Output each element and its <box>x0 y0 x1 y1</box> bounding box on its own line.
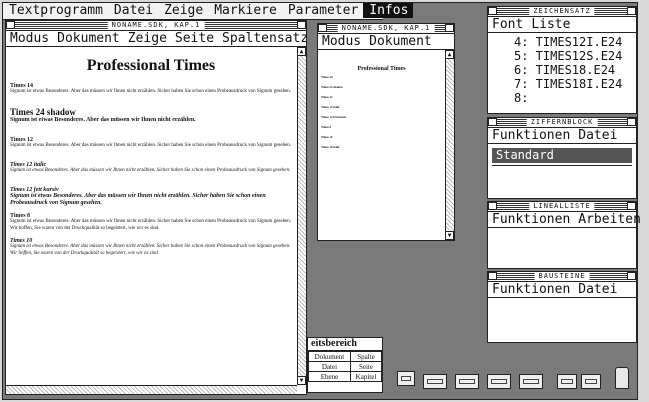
ziffernblock-window <box>487 117 637 199</box>
close-icon[interactable] <box>488 272 497 280</box>
preview-vertical-scrollbar[interactable] <box>445 50 454 240</box>
bausteine-window <box>487 271 637 343</box>
close-icon[interactable] <box>6 21 15 29</box>
font-list-item[interactable]: 7: TIMES18I.E24 <box>514 77 623 91</box>
menu-dokument[interactable]: Dokument <box>57 31 120 46</box>
font-list-item[interactable]: 8: <box>514 91 529 105</box>
linealliste-title: LINEALLISTE <box>529 202 594 211</box>
menu-zeige[interactable]: Zeige <box>127 31 167 46</box>
maximize-icon[interactable] <box>627 272 636 280</box>
zeichensatz-titlebar[interactable] <box>488 7 636 17</box>
desktop-document-icon[interactable] <box>397 371 415 386</box>
zeichensatz-title: ZEICHENSATZ <box>529 7 594 16</box>
preview-paragraph: Times 24 shadow <box>321 85 343 89</box>
main-document-window <box>5 20 307 395</box>
maximize-icon[interactable] <box>445 24 454 32</box>
linealliste-menu <box>488 212 641 228</box>
ziffernblock-title: ZIFFERNBLOCK <box>527 118 598 127</box>
preview-window-title: NONAME.SDK, KAP.1 <box>338 24 435 33</box>
paragraph-label: Times 12 fett kursiv <box>10 187 59 193</box>
cell-seite[interactable]: Seite <box>350 362 381 372</box>
desktop-grid-icon[interactable] <box>581 374 601 389</box>
main-window-title: NONAME.SDK, KAP.1 <box>108 21 205 30</box>
preview-paragraph: Times 14 <box>321 75 333 79</box>
menu-parameter[interactable]: Parameter <box>287 3 359 18</box>
menu-datei[interactable]: Datei <box>578 128 618 143</box>
font-list-item[interactable]: 6: TIMES18.E24 <box>514 63 616 77</box>
main-vertical-scrollbar[interactable] <box>297 47 306 385</box>
menu-infos[interactable]: Infos <box>363 3 413 18</box>
menu-bar <box>3 3 409 20</box>
menu-arbeiten[interactable]: Arbeiten <box>578 212 641 227</box>
maximize-icon[interactable] <box>297 21 306 29</box>
cell-datei[interactable]: Datei <box>309 362 351 372</box>
preview-paragraph: Times 12 <box>321 95 333 99</box>
document-page[interactable] <box>10 47 292 382</box>
zeichensatz-window <box>487 6 637 114</box>
menu-spaltensatz[interactable]: Spaltensatz <box>222 31 309 46</box>
ziffernblock-list-area[interactable] <box>492 165 632 192</box>
menu-zeige[interactable]: Zeige <box>164 3 204 18</box>
paragraph-text: Signum ist etwas Besonderes. Aber das müssen wir Ihnen nicht erzählen. Sicher haben Sie schon einen Probeausdruck von Signum gesehen. <box>10 168 291 173</box>
cell-dokument[interactable]: Dokument <box>309 352 351 362</box>
scroll-up-icon[interactable]: ▲ <box>445 50 454 59</box>
menu-funktionen[interactable]: Funktionen <box>492 282 571 297</box>
main-window-titlebar[interactable] <box>6 21 306 31</box>
ziffernblock-titlebar[interactable] <box>488 118 636 128</box>
desktop <box>2 2 641 400</box>
linealliste-titlebar[interactable] <box>488 202 636 212</box>
paragraph-label: Times 24 shadow <box>10 107 76 117</box>
arbeitsbereich-title: eitsbereich <box>308 338 382 351</box>
paragraph-label: Times 12 <box>10 137 34 143</box>
font-list[interactable] <box>488 33 636 105</box>
preview-paragraph: Times 10 <box>321 135 333 139</box>
bausteine-menu <box>488 282 636 298</box>
preview-window-menu <box>318 34 454 50</box>
desktop-layout-icon[interactable] <box>487 374 511 389</box>
paragraph-text: Signum ist etwas Besonderes. Aber das müssen wir Ihnen nicht erzählen. Sicher haben Sie schon einen Probeausdruck von Signum gesehen. <box>10 143 292 148</box>
paragraph-text: Signum ist etwas Besonderes. Aber das müssen wir Ihnen nicht erzählen. <box>10 117 196 123</box>
menu-liste[interactable]: Liste <box>531 17 571 32</box>
scroll-up-icon[interactable]: ▲ <box>297 47 306 56</box>
menu-datei[interactable]: Datei <box>578 282 618 297</box>
preview-window <box>317 23 455 241</box>
main-horizontal-scrollbar[interactable] <box>6 385 297 394</box>
arbeitsbereich-grid <box>308 351 382 382</box>
menu-funktionen[interactable]: Funktionen <box>492 128 571 143</box>
paragraph-label: Times 14 <box>10 83 34 89</box>
paragraph-text: Signum ist etwas Besonderes. Aber das müssen wir Ihnen nicht erzählen. Sicher haben Sie schon einen Probeausdruck von Signum gesehen. Wir hoffen, Sie waren von der Druckqualität so begeistert, wie wir es sind. <box>10 219 292 231</box>
menu-font[interactable]: Font <box>492 17 524 32</box>
paragraph-label: Times 12 italic <box>10 162 47 168</box>
menu-modus[interactable]: Modus <box>322 34 362 49</box>
document-heading: Professional Times <box>86 57 216 74</box>
close-icon[interactable] <box>488 7 497 15</box>
bausteine-title: BAUSTEINE <box>535 272 590 281</box>
close-icon[interactable] <box>488 202 497 210</box>
linealliste-window <box>487 201 641 269</box>
main-window-menu <box>6 31 309 47</box>
menu-datei[interactable]: Datei <box>113 3 154 18</box>
preview-page[interactable] <box>321 62 442 228</box>
scroll-down-icon[interactable]: ▼ <box>445 231 454 240</box>
zeichensatz-menu <box>488 17 636 33</box>
preview-window-titlebar[interactable] <box>318 24 454 34</box>
menu-textprogramm[interactable]: Textprogramm <box>9 3 103 18</box>
cell-kapitel[interactable]: Kapitel <box>350 372 381 382</box>
cell-ebene[interactable]: Ebene <box>309 372 351 382</box>
desktop-columns-icon[interactable] <box>455 374 479 389</box>
menu-seite[interactable]: Seite <box>174 31 215 46</box>
maximize-icon[interactable] <box>627 7 636 15</box>
scroll-down-icon[interactable]: ▼ <box>297 376 306 385</box>
preview-paragraph: Times 10 italic <box>321 145 340 149</box>
menu-funktionen[interactable]: Funktionen <box>492 212 571 227</box>
paragraph-label: Times 10 <box>10 238 33 244</box>
font-list-item[interactable]: 4: TIMES12I.E24 <box>514 35 623 49</box>
close-icon[interactable] <box>488 118 497 126</box>
desktop-list-icon[interactable] <box>519 374 543 389</box>
desktop-page-icon[interactable] <box>423 374 447 389</box>
paragraph-text: Signum ist etwas Besonderes. Aber das müssen wir Ihnen nicht erzählen. Sicher haben Sie schon einen Probeausdruck von Signum gesehen. <box>10 89 292 94</box>
preview-paragraph: Times 12 italic <box>321 105 340 109</box>
arbeitsbereich-window <box>307 337 383 393</box>
menu-modus[interactable]: Modus <box>10 31 50 46</box>
preview-heading: Professional Times <box>357 66 406 72</box>
font-list-item[interactable]: 5: TIMES12S.E24 <box>514 49 623 63</box>
preview-paragraph: Times 12 fett kursiv <box>321 115 347 119</box>
trash-icon[interactable] <box>615 367 629 389</box>
menu-markiere[interactable]: Markiere <box>214 3 277 18</box>
bausteine-titlebar[interactable] <box>488 272 636 282</box>
ziffernblock-menu <box>488 128 636 144</box>
preview-paragraph: Times 8 <box>321 125 332 129</box>
paragraph-text: Signum ist etwas Besonderes. Aber das müssen wir Ihnen nicht erzählen. Sicher haben Sie schon einen Probeausdruck von Signum gesehen. Wir hoffen, Sie waren von der Druckqualität so begeistert, wie wir es sind. <box>10 244 291 256</box>
desktop-zoom-icon[interactable] <box>557 374 577 389</box>
maximize-icon[interactable] <box>627 118 636 126</box>
close-icon[interactable] <box>318 24 327 32</box>
menu-dokument[interactable]: Dokument <box>369 34 432 49</box>
cell-spalte[interactable]: Spalte <box>350 352 381 362</box>
paragraph-text: Signum ist etwas Besonderes. Aber das müssen wir Ihnen nicht erzählen. Sicher haben Sie schon einen Probeausdruck von Signum gesehen. <box>10 193 266 206</box>
selected-item[interactable]: Standard <box>492 148 632 163</box>
paragraph-label: Times 8 <box>10 213 31 219</box>
maximize-icon[interactable] <box>627 202 636 210</box>
